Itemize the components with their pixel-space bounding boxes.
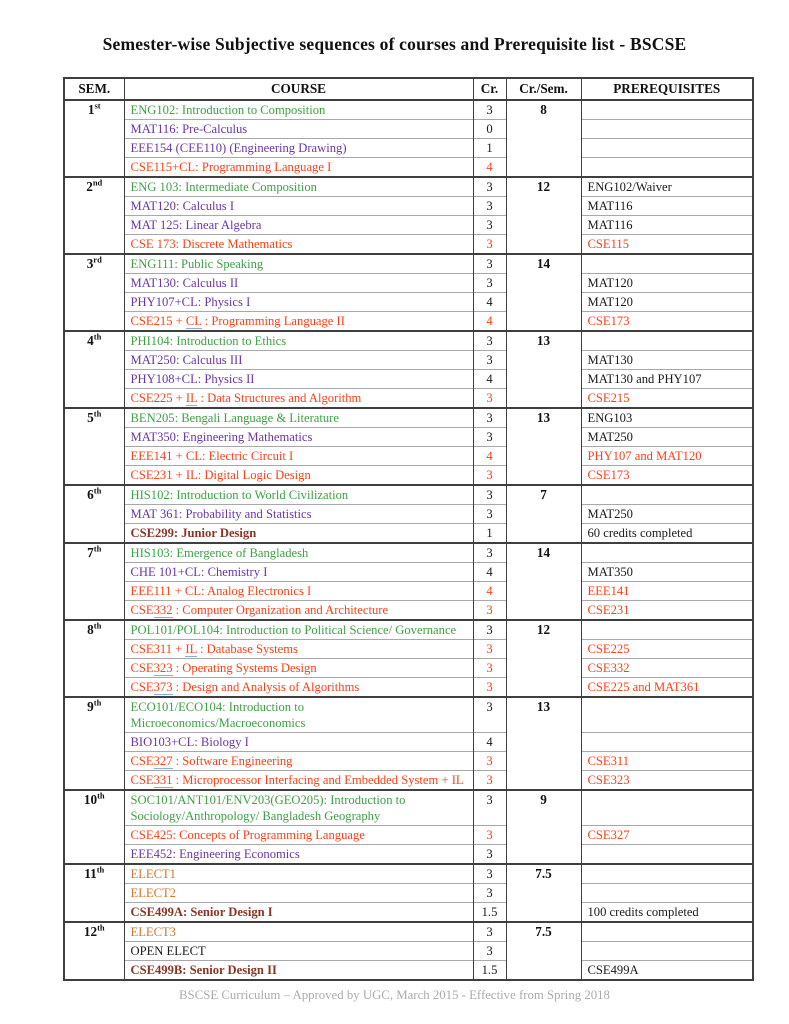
course-name: CSE115+CL: Programming Language I	[124, 158, 473, 178]
prerequisite-value	[581, 543, 753, 563]
prerequisite-value: CSE215	[581, 389, 753, 409]
course-name: PHY108+CL: Physics II	[124, 370, 473, 389]
course-name: ENG102: Introduction to Composition	[124, 100, 473, 120]
semester-label: 5th	[64, 408, 124, 485]
prerequisite-value	[581, 158, 753, 178]
course-name: HIS102: Introduction to World Civilization	[124, 485, 473, 505]
underlined-course-code: 373	[153, 680, 173, 694]
credit-value: 4	[473, 582, 506, 601]
prerequisite-value: MAT116	[581, 216, 753, 235]
credit-value: 3	[473, 389, 506, 409]
ordinal-suffix: th	[93, 543, 102, 554]
credits-per-semester: 8	[506, 100, 581, 177]
prerequisite-value: CSE173	[581, 466, 753, 486]
course-name: CHE 101+CL: Chemistry I	[124, 563, 473, 582]
course-name: ELECT1	[124, 864, 473, 884]
table-row	[64, 659, 753, 678]
prerequisite-value: CSE173	[581, 312, 753, 332]
table-row	[64, 466, 753, 486]
prerequisite-value: MAT130 and PHY107	[581, 370, 753, 389]
table-row	[64, 120, 753, 139]
course-name: MAT116: Pre-Calculus	[124, 120, 473, 139]
table-row	[64, 100, 753, 120]
credit-value: 1.5	[473, 961, 506, 981]
table-row	[64, 370, 753, 389]
credit-value: 3	[473, 485, 506, 505]
prerequisite-value: CSE499A	[581, 961, 753, 981]
credit-value: 3	[473, 659, 506, 678]
prerequisite-value: MAT120	[581, 274, 753, 293]
course-name: CSE225 + IL : Data Structures and Algorithm	[124, 389, 473, 409]
course-name: SOC101/ANT101/ENV203(GEO205): Introduction to Sociology/Anthropology/ Bangladesh Geography	[124, 790, 473, 826]
credit-value: 3	[473, 790, 506, 826]
prerequisite-value: CSE115	[581, 235, 753, 255]
header-row	[64, 78, 753, 100]
course-name: EEE141 + CL: Electric Circuit I	[124, 447, 473, 466]
course-name: ENG111: Public Speaking	[124, 254, 473, 274]
credit-value: 3	[473, 771, 506, 791]
ordinal-suffix: th	[97, 790, 105, 801]
prerequisite-value: ENG102/Waiver	[581, 177, 753, 197]
ordinal-suffix: th	[93, 620, 102, 631]
course-name: CSE323 : Operating Systems Design	[124, 659, 473, 678]
credit-value: 3	[473, 254, 506, 274]
prerequisite-value	[581, 331, 753, 351]
underlined-course-code: CL	[185, 314, 202, 328]
course-name: CSE425: Concepts of Programming Language	[124, 826, 473, 845]
table-row	[64, 312, 753, 332]
prerequisite-value	[581, 697, 753, 733]
ordinal-suffix: th	[93, 331, 102, 342]
ordinal-suffix: th	[97, 922, 105, 933]
credit-value: 3	[473, 274, 506, 293]
credit-value: 3	[473, 197, 506, 216]
credit-value: 1	[473, 524, 506, 544]
header-prereq: PREREQUISITES	[581, 78, 753, 100]
course-name: CSE499B: Senior Design II	[124, 961, 473, 981]
course-name: CSE215 + CL : Programming Language II	[124, 312, 473, 332]
prerequisite-value: CSE332	[581, 659, 753, 678]
prerequisite-value: CSE231	[581, 601, 753, 621]
credit-value: 3	[473, 620, 506, 640]
curriculum-table	[63, 77, 754, 981]
underlined-course-code: 332	[153, 603, 173, 617]
credit-value: 3	[473, 408, 506, 428]
prerequisite-value: ENG103	[581, 408, 753, 428]
credits-per-semester: 13	[506, 331, 581, 408]
course-name: POL101/POL104: Introduction to Political Science/ Governance	[124, 620, 473, 640]
credits-per-semester: 7.5	[506, 922, 581, 980]
prerequisite-value	[581, 864, 753, 884]
credits-per-semester: 14	[506, 543, 581, 620]
header-sem: SEM.	[64, 78, 124, 100]
credit-value: 1	[473, 139, 506, 158]
course-name: CSE331 : Microprocessor Interfacing and Embedded System + IL	[124, 771, 473, 791]
credit-value: 3	[473, 235, 506, 255]
semester-label: 9th	[64, 697, 124, 790]
credit-value: 3	[473, 351, 506, 370]
credit-value: 3	[473, 845, 506, 865]
underlined-course-code: 327	[153, 754, 173, 768]
credit-value: 3	[473, 100, 506, 120]
credits-per-semester: 12	[506, 620, 581, 697]
credit-value: 3	[473, 678, 506, 698]
course-name: OPEN ELECT	[124, 942, 473, 961]
prerequisite-value: MAT250	[581, 505, 753, 524]
course-name: MAT130: Calculus II	[124, 274, 473, 293]
course-name: MAT250: Calculus III	[124, 351, 473, 370]
table-row	[64, 447, 753, 466]
table-row	[64, 884, 753, 903]
prerequisite-value	[581, 884, 753, 903]
table-row	[64, 139, 753, 158]
prerequisite-value	[581, 942, 753, 961]
prerequisite-value	[581, 485, 753, 505]
credit-value: 3	[473, 942, 506, 961]
credits-per-semester: 9	[506, 790, 581, 864]
underlined-course-code: IL	[185, 391, 198, 405]
table-row	[64, 197, 753, 216]
prerequisite-value: MAT116	[581, 197, 753, 216]
prerequisite-value: MAT350	[581, 563, 753, 582]
credit-value: 3	[473, 752, 506, 771]
course-name: ENG 103: Intermediate Composition	[124, 177, 473, 197]
credits-per-semester: 7	[506, 485, 581, 543]
credit-value: 4	[473, 158, 506, 178]
underlined-course-code: 331	[153, 773, 173, 787]
credit-value: 3	[473, 543, 506, 563]
course-name: MAT120: Calculus I	[124, 197, 473, 216]
course-name: ELECT3	[124, 922, 473, 942]
course-name: CSE373 : Design and Analysis of Algorithms	[124, 678, 473, 698]
credit-value: 4	[473, 733, 506, 752]
table-row	[64, 903, 753, 923]
credit-value: 1.5	[473, 903, 506, 923]
semester-label: 10th	[64, 790, 124, 864]
course-name: HIS103: Emergence of Bangladesh	[124, 543, 473, 563]
credits-per-semester: 13	[506, 408, 581, 485]
semester-label: 6th	[64, 485, 124, 543]
credit-value: 3	[473, 216, 506, 235]
table-row	[64, 485, 753, 505]
table-row	[64, 389, 753, 409]
course-name: MAT 361: Probability and Statistics	[124, 505, 473, 524]
header-crsem: Cr./Sem.	[506, 78, 581, 100]
course-name: ECO101/ECO104: Introduction to Microeconomics/Macroeconomics	[124, 697, 473, 733]
course-name: CSE 173: Discrete Mathematics	[124, 235, 473, 255]
table-row	[64, 331, 753, 351]
table-row	[64, 293, 753, 312]
table-row	[64, 254, 753, 274]
table-row	[64, 697, 753, 733]
semester-label: 7th	[64, 543, 124, 620]
ordinal-suffix: th	[93, 697, 102, 708]
course-name: CSE327 : Software Engineering	[124, 752, 473, 771]
prerequisite-value: CSE225	[581, 640, 753, 659]
prerequisite-value: CSE225 and MAT361	[581, 678, 753, 698]
course-name: PHY107+CL: Physics I	[124, 293, 473, 312]
table-row	[64, 216, 753, 235]
table-row	[64, 640, 753, 659]
underlined-course-code: IL	[185, 642, 197, 656]
prerequisite-value	[581, 620, 753, 640]
table-row	[64, 351, 753, 370]
table-row	[64, 845, 753, 865]
credit-value: 4	[473, 563, 506, 582]
credit-value: 4	[473, 312, 506, 332]
course-name: CSE311 + IL : Database Systems	[124, 640, 473, 659]
semester-label: 8th	[64, 620, 124, 697]
credit-value: 4	[473, 447, 506, 466]
underlined-course-code: 323	[153, 661, 173, 675]
table-row	[64, 733, 753, 752]
credit-value: 4	[473, 370, 506, 389]
footer-note: BSCSE Curriculum – Approved by UGC, March 2015 - Effective from Spring 2018	[179, 988, 610, 1002]
prerequisite-value: MAT250	[581, 428, 753, 447]
ordinal-suffix: st	[94, 100, 101, 111]
course-name: EEE154 (CEE110) (Engineering Drawing)	[124, 139, 473, 158]
semester-label: 2nd	[64, 177, 124, 254]
semester-label: 1st	[64, 100, 124, 177]
semester-label: 4th	[64, 331, 124, 408]
table-row	[64, 582, 753, 601]
header-cr: Cr.	[473, 78, 506, 100]
ordinal-suffix: rd	[93, 254, 102, 265]
header-course: COURSE	[124, 78, 473, 100]
credits-per-semester: 13	[506, 697, 581, 790]
table-row	[64, 543, 753, 563]
prerequisite-value	[581, 254, 753, 274]
prerequisite-value	[581, 139, 753, 158]
table-row	[64, 752, 753, 771]
table-row	[64, 235, 753, 255]
course-name: BIO103+CL: Biology I	[124, 733, 473, 752]
ordinal-suffix: th	[96, 864, 105, 875]
course-name: MAT 125: Linear Algebra	[124, 216, 473, 235]
course-name: CSE332 : Computer Organization and Architecture	[124, 601, 473, 621]
ordinal-suffix: th	[93, 408, 102, 419]
credit-value: 3	[473, 505, 506, 524]
credit-value: 3	[473, 466, 506, 486]
course-name: BEN205: Bengali Language & Literature	[124, 408, 473, 428]
semester-label: 12th	[64, 922, 124, 980]
credit-value: 3	[473, 922, 506, 942]
credit-value: 4	[473, 293, 506, 312]
credit-value: 3	[473, 601, 506, 621]
prerequisite-value: MAT130	[581, 351, 753, 370]
credit-value: 3	[473, 884, 506, 903]
credits-per-semester: 7.5	[506, 864, 581, 922]
semester-label: 3rd	[64, 254, 124, 331]
semester-label: 11th	[64, 864, 124, 922]
course-name: ELECT2	[124, 884, 473, 903]
table-row	[64, 563, 753, 582]
prerequisite-value	[581, 733, 753, 752]
course-name: MAT350: Engineering Mathematics	[124, 428, 473, 447]
prerequisite-value	[581, 845, 753, 865]
credit-value: 3	[473, 640, 506, 659]
prerequisite-value: 100 credits completed	[581, 903, 753, 923]
table-row	[64, 826, 753, 845]
prerequisite-value	[581, 100, 753, 120]
credits-per-semester: 14	[506, 254, 581, 331]
table-row	[64, 428, 753, 447]
credit-value: 0	[473, 120, 506, 139]
table-row	[64, 601, 753, 621]
ordinal-suffix: nd	[92, 177, 103, 188]
prerequisite-value	[581, 790, 753, 826]
table-row	[64, 771, 753, 791]
ordinal-suffix: th	[93, 485, 102, 496]
prerequisite-value: 60 credits completed	[581, 524, 753, 544]
course-name: PHI104: Introduction to Ethics	[124, 331, 473, 351]
table-row	[64, 961, 753, 981]
table-row	[64, 274, 753, 293]
credit-value: 3	[473, 697, 506, 733]
prerequisite-value: CSE311	[581, 752, 753, 771]
table-row	[64, 408, 753, 428]
credit-value: 3	[473, 864, 506, 884]
course-name: CSE299: Junior Design	[124, 524, 473, 544]
prerequisite-value: CSE327	[581, 826, 753, 845]
prerequisite-value: PHY107 and MAT120	[581, 447, 753, 466]
page-title: Semester-wise Subjective sequences of courses and Prerequisite list - BSCSE	[102, 34, 687, 54]
credit-value: 3	[473, 331, 506, 351]
table-row	[64, 158, 753, 178]
table-row	[64, 864, 753, 884]
course-name: EEE452: Engineering Economics	[124, 845, 473, 865]
course-name: CSE499A: Senior Design I	[124, 903, 473, 923]
credit-value: 3	[473, 428, 506, 447]
prerequisite-value: CSE323	[581, 771, 753, 791]
table-row	[64, 678, 753, 698]
credit-value: 3	[473, 826, 506, 845]
course-name: CSE231 + IL: Digital Logic Design	[124, 466, 473, 486]
table-row	[64, 505, 753, 524]
prerequisite-value: EEE141	[581, 582, 753, 601]
table-row	[64, 942, 753, 961]
table-row	[64, 177, 753, 197]
prerequisite-value: MAT120	[581, 293, 753, 312]
credit-value: 3	[473, 177, 506, 197]
table-row	[64, 524, 753, 544]
prerequisite-value	[581, 120, 753, 139]
table-row	[64, 922, 753, 942]
prerequisite-value	[581, 922, 753, 942]
table-row	[64, 790, 753, 826]
table-row	[64, 620, 753, 640]
course-name: EEE111 + CL: Analog Electronics I	[124, 582, 473, 601]
credits-per-semester: 12	[506, 177, 581, 254]
